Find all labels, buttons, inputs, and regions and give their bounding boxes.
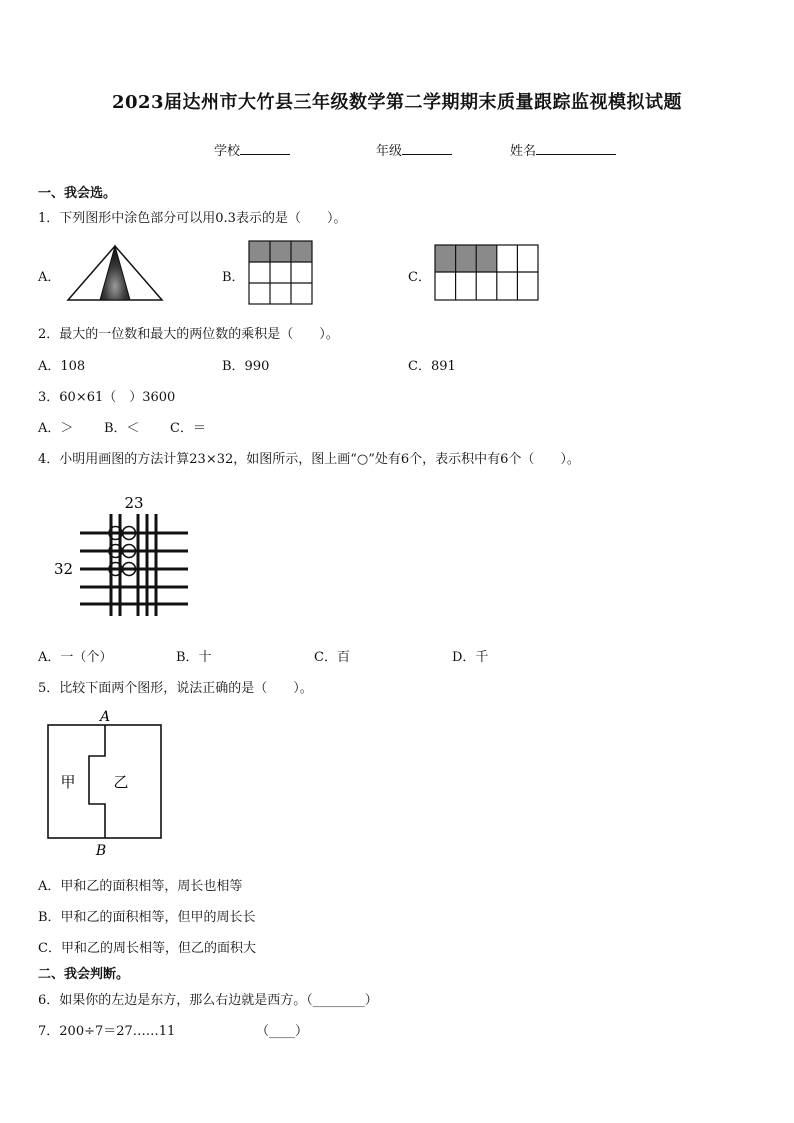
question-7-text: 7．200÷7＝27……11 [38,1024,176,1039]
q5-label-jia: 甲 [60,773,76,791]
q4-option-d[interactable]: D．千 [452,650,489,665]
q4-label-32: 32 [54,560,74,578]
q1-option-b-label: B． [222,270,245,285]
question-6-text: 6．如果你的左边是东方，那么右边就是西方。（________） [38,993,378,1008]
q1-option-a-label: A． [38,270,61,285]
q7-answer-paren[interactable]: （____） [256,1024,309,1039]
q2-option-a[interactable]: A．108 [38,359,86,374]
name-field [510,140,616,159]
q1-grid-5x2-figure[interactable] [434,244,540,302]
q2-option-c[interactable]: C．891 [408,359,456,374]
q4-option-c[interactable]: C．百 [314,650,350,665]
q2-option-b[interactable]: B．990 [222,359,270,374]
question-5-text: 5．比较下面两个图形，说法正确的是（ ）。 [38,681,313,696]
q5-option-c[interactable]: C．甲和乙的周长相等，但乙的面积大 [38,941,256,956]
name-blank[interactable] [536,142,616,155]
grade-blank[interactable] [402,142,452,155]
q3-option-a[interactable]: A．＞ [38,421,74,436]
q1-grid-3x3-figure[interactable] [248,240,314,306]
grade-field [376,140,452,159]
question-4-text: 4．小明用画图的方法计算23×32，如图所示，图上画“○”处有6个，表示积中有6个（ ）。 [38,452,580,467]
question-3-text: 3．60×61（ ）3600 [38,390,176,405]
q4-label-23: 23 [124,494,144,512]
q4-option-b[interactable]: B．十 [176,650,212,665]
q5-label-b: B [95,843,107,859]
q4-option-a[interactable]: A．一（个） [38,650,113,665]
q4-line-multiplication-figure[interactable] [50,490,200,620]
school-blank[interactable] [240,142,290,155]
q3-option-b[interactable]: B．＜ [104,421,140,436]
question-1-text: 1．下列图形中涂色部分可以用0.3表示的是（ ）。 [38,211,347,226]
section-two-heading: 二、我会判断。 [38,967,130,982]
q5-label-a: A [99,709,111,725]
q3-option-c[interactable]: C．＝ [170,421,206,436]
q1-option-c-label: C． [408,270,431,285]
q5-split-rectangle-figure[interactable] [44,706,168,860]
q5-option-a[interactable]: A．甲和乙的面积相等，周长也相等 [38,879,243,894]
name-label: 姓名 [510,144,537,159]
q5-option-b[interactable]: B．甲和乙的面积相等，但甲的周长长 [38,910,256,925]
q5-label-yi: 乙 [113,773,129,791]
grade-label: 年级 [376,144,403,159]
question-2-text: 2．最大的一位数和最大的两位数的乘积是（ ）。 [38,327,339,342]
section-one-heading: 一、我会选。 [38,186,117,201]
q1-triangle-figure[interactable] [66,244,164,302]
school-field [214,140,290,159]
page-title: 2023届达州市大竹县三年级数学第二学期期末质量跟踪监视模拟试题 [111,92,683,113]
school-label: 学校 [214,144,241,159]
